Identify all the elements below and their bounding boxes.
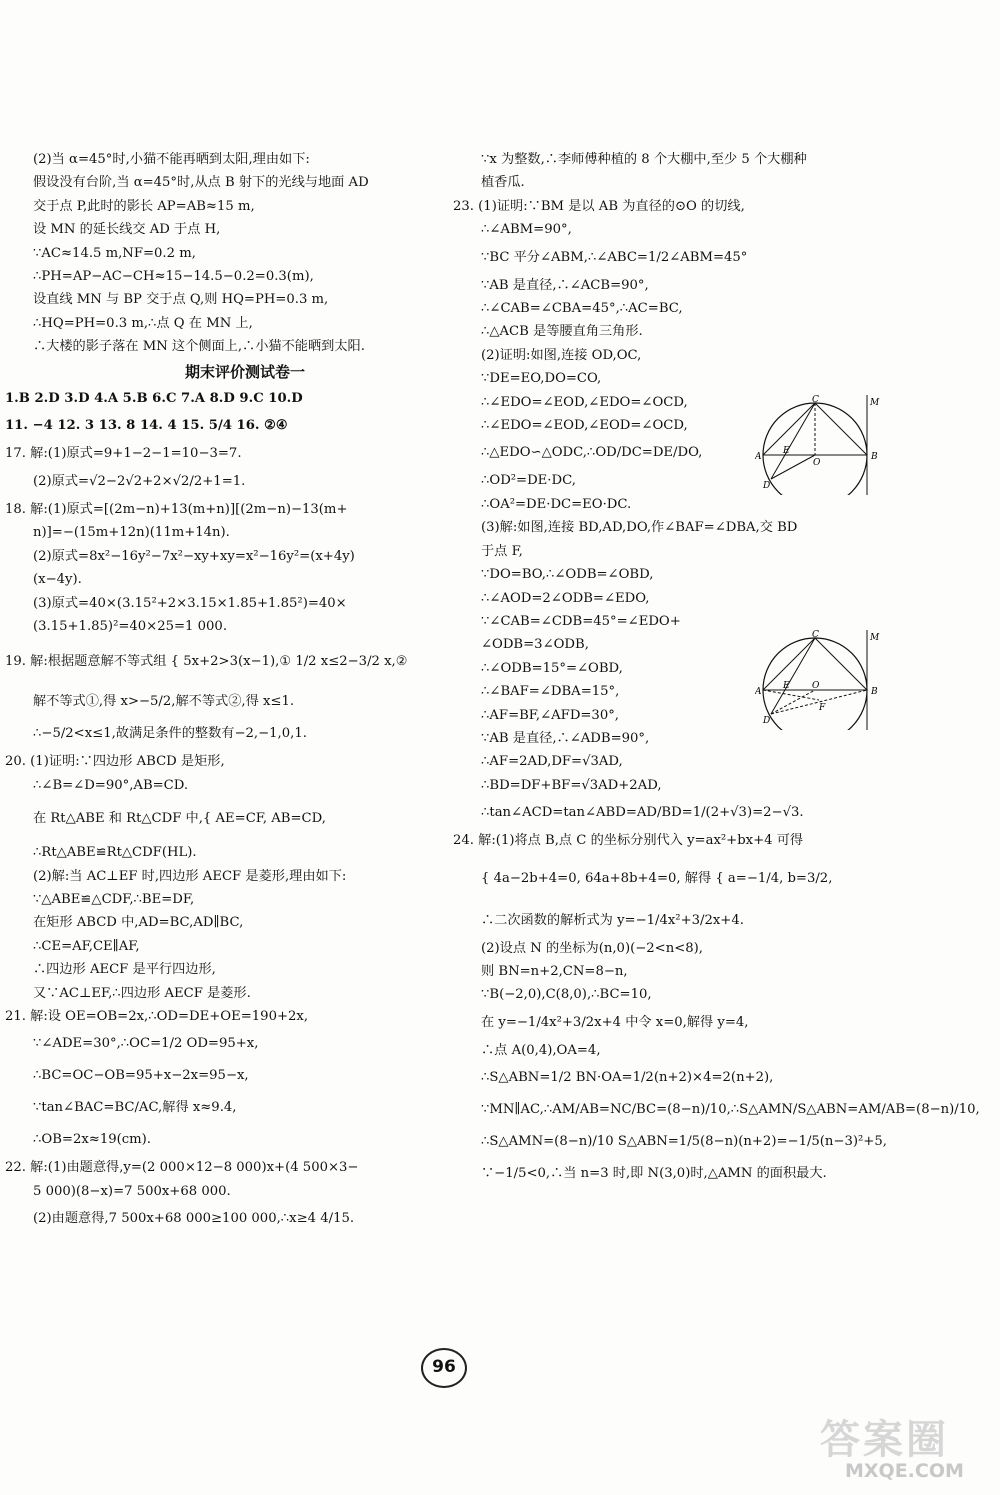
text-line: ∵x 为整数,∴李师傅种植的 8 个大棚中,至少 5 个大棚种 (481, 152, 807, 167)
watermark-logo: 答案圈 (820, 1417, 949, 1463)
solution-line: (x−4y). (33, 572, 82, 588)
solution-line: ∴∠B=∠D=90°,AB=CD. (33, 777, 189, 793)
solution-line: 21. 解:设 OE=OB=2x,∴OD=DE+OE=190+2x, (5, 1008, 309, 1024)
text-line: ∴HQ=PH=0.3 m,∴点 Q 在 MN 上, (33, 315, 253, 331)
fig-label: E (783, 446, 790, 456)
section-title: 期末评价测试卷一 (184, 362, 305, 381)
right-column (453, 148, 983, 1190)
text-line: 设 MN 的延长线交 AD 于点 H, (33, 222, 221, 238)
text-line: ∵AC≈14.5 m,NF=0.2 m, (33, 245, 196, 261)
fig-label: M (870, 633, 880, 643)
fig-label: D (763, 716, 771, 726)
solution-line: ∵AB 是直径,∴∠ADB=90°, (481, 730, 650, 746)
fig-label: E (783, 681, 790, 691)
solution-line: 18. 解:(1)原式=[(2m−n)+13(m+n)][(2m−n)−13(m+ (5, 501, 348, 517)
solution-line: ∴AF=2AD,DF=√3AD, (481, 754, 623, 770)
solution-line: n)]=−(15m+12n)(11m+14n). (33, 525, 230, 541)
solution-line: 24. 解:(1)将点 B,点 C 的坐标分别代入 y=ax²+bx+4 可得 (453, 833, 804, 849)
solution-line: (3.15+1.85)²=40×25=1 000. (33, 618, 228, 634)
solution-line: ∵B(−2,0),C(8,0),∴BC=10, (481, 987, 652, 1003)
solution-line: ∴点 A(0,4),OA=4, (481, 1042, 601, 1058)
solution-line: ∴BC=OC−OB=95+x−2x=95−x, (33, 1068, 249, 1084)
solution-line: ∴二次函数的解析式为 y=−1/4x²+3/2x+4. (481, 912, 744, 928)
solution-line: ∴OB=2x≈19(cm). (33, 1132, 151, 1148)
solution-line: (2)由题意得,7 500x+68 000≥100 000,∴x≥4 4/15. (33, 1211, 355, 1227)
fig-label: C (812, 395, 819, 405)
solution-line: ∴tan∠ACD=tan∠ABD=AD/BD=1/(2+√3)=2−√3. (481, 805, 804, 821)
solution-line: (2)解:当 AC⊥EF 时,四边形 AECF 是菱形,理由如下: (33, 868, 347, 884)
fig-label: C (812, 630, 819, 640)
solution-line: ∴∠CAB=∠CBA=45°,∴AC=BC, (481, 301, 683, 317)
solution-line: 22. 解:(1)由题意得,y=(2 000×12−8 000)x+(4 500×3− (5, 1160, 359, 1176)
solution-line: ∵∠ADE=30°,∴OC=1/2 OD=95+x, (33, 1036, 259, 1052)
fig-label: B (871, 452, 878, 462)
solution-line: ∴Rt△ABE≌Rt△CDF(HL). (33, 845, 197, 861)
solution-line: 23. (1)证明:∵BM 是以 AB 为直径的⊙O 的切线, (453, 198, 745, 214)
solution-line: ∴S△ABN=1/2 BN·OA=1/2(n+2)×4=2(n+2), (481, 1070, 774, 1086)
answer-line: 11. −4 12. 3 13. 8 14. 4 15. 5/4 16. ②④ (5, 418, 288, 434)
left-column (5, 148, 445, 1235)
solution-line: ∴△EDO∽△ODC,∴OD/DC=DE/DO, (481, 445, 703, 461)
solution-line: ∵MN∥AC,∴AM/AB=NC/BC=(8−n)/10,∴S△AMN/S△ABN=AM/AB=(8−n)/10, (481, 1102, 980, 1118)
solution-line: ∵△ABE≌△CDF,∴BE=DF, (33, 891, 195, 907)
solution-line: 17. 解:(1)原式=9+1−2−1=10−3=7. (5, 446, 242, 462)
text-line: 设直线 MN 与 BP 交于点 Q,则 HQ=PH=0.3 m, (33, 292, 329, 308)
watermark-url: MXQE.COM (845, 1460, 964, 1482)
fig-label: O (813, 458, 821, 468)
solution-line: 则 BN=n+2,CN=8−n, (481, 963, 628, 979)
solution-line: ∵AB 是直径,∴∠ACB=90°, (481, 277, 649, 293)
solution-line: (2)原式=√2−2√2+2×√2/2+1=1. (33, 473, 246, 489)
text-line: 植香瓜. (481, 175, 525, 191)
fig-label: A (755, 452, 762, 462)
solution-line: ∴S△AMN=(8−n)/10 S△ABN=1/5(8−n)(n+2)=−1/5(n−3)²+5, (481, 1134, 887, 1150)
solution-line: (3)原式=40×(3.15²+2×3.15×1.85+1.85²)=40× (33, 595, 347, 611)
solution-line: ∴∠BAF=∠DBA=15°, (481, 684, 620, 700)
solution-line: ∴AF=BF,∠AFD=30°, (481, 707, 620, 723)
solution-line: ∵BC 平分∠ABM,∴∠ABC=1/2∠ABM=45° (481, 249, 748, 265)
solution-line: 在矩形 ABCD 中,AD=BC,AD∥BC, (33, 915, 244, 931)
solution-line: ∵tan∠BAC=BC/AC,解得 x≈9.4, (33, 1100, 237, 1116)
solution-line: ∴∠ODB=15°=∠OBD, (481, 660, 623, 676)
solution-line: ∵DE=EO,DO=CO, (481, 371, 602, 387)
solution-line: 19. 解:根据题意解不等式组 { 5x+2>3(x−1),① 1/2 x≤2−3/2 x,② (5, 654, 408, 670)
solution-line: (3)解:如图,连接 BD,AD,DO,作∠BAF=∠DBA,交 BD (481, 520, 798, 536)
text-line: ∴大楼的影子落在 MN 这个侧面上,∴小猫不能晒到太阳. (33, 339, 365, 355)
solution-line: ∵−1/5<0,∴当 n=3 时,即 N(3,0)时,△AMN 的面积最大. (481, 1166, 827, 1182)
solution-line: ∴四边形 AECF 是平行四边形, (33, 962, 216, 978)
page-number: 96 (421, 1348, 467, 1388)
solution-line: ∴−5/2<x≤1,故满足条件的整数有−2,−1,0,1. (33, 726, 307, 742)
fig-label: O (812, 681, 820, 691)
solution-line: ∴OD²=DE·DC, (481, 473, 576, 489)
text-line: 交于点 P,此时的影长 AP=AB≈15 m, (33, 198, 255, 214)
solution-line: ∵∠CAB=∠CDB=45°=∠EDO+ (481, 613, 681, 629)
solution-line: 5 000)(8−x)=7 500x+68 000. (33, 1183, 231, 1199)
solution-line: ∴CE=AF,CE∥AF, (33, 938, 140, 954)
solution-line: ∵DO=BO,∴∠ODB=∠OBD, (481, 567, 654, 583)
solution-line: ∴OA²=DE·DC=EO·DC. (481, 496, 632, 512)
solution-line: 在 Rt△ABE 和 Rt△CDF 中,{ AE=CF, AB=CD, (33, 811, 326, 827)
circle-figure-2 (755, 630, 885, 730)
solution-line: (2)证明:如图,连接 OD,OC, (481, 347, 642, 363)
solution-line: 解不等式①,得 x>−5/2,解不等式②,得 x≤1. (33, 694, 295, 710)
fig-label: F (819, 703, 826, 713)
circle-figure-1 (755, 395, 885, 495)
solution-line: ∴∠ABM=90°, (481, 222, 572, 238)
text-line: ∴PH=AP−AC−CH≈15−14.5−0.2=0.3(m), (33, 269, 314, 285)
solution-line: ∴BD=DF+BF=√3AD+2AD, (481, 777, 662, 793)
fig-label: M (870, 398, 880, 408)
solution-line: 在 y=−1/4x²+3/2x+4 中令 x=0,解得 y=4, (481, 1014, 749, 1030)
solution-line: (2)原式=8x²−16y²−7x²−xy+xy=x²−16y²=(x+4y) (33, 548, 355, 564)
solution-line: ∴△ACB 是等腰直角三角形. (481, 324, 643, 340)
solution-line: ∴∠EDO=∠EOD,∠EDO=∠OCD, (481, 394, 688, 410)
text-line: (2)当 α=45°时,小猫不能再晒到太阳,理由如下: (33, 152, 310, 167)
text-line: 假设没有台阶,当 α=45°时,从点 B 射下的光线与地面 AD (33, 175, 369, 191)
solution-line: (2)设点 N 的坐标为(n,0)(−2<n<8), (481, 940, 703, 956)
solution-line: 于点 F, (481, 543, 523, 559)
solution-line: 20. (1)证明:∵四边形 ABCD 是矩形, (5, 754, 225, 770)
solution-line: { 4a−2b+4=0, 64a+8b+4=0, 解得 { a=−1/4, b=3/2, (481, 870, 833, 886)
fig-label: D (763, 481, 771, 491)
fig-label: A (755, 687, 762, 697)
solution-line: ∴∠EDO=∠EOD,∠EOD=∠OCD, (481, 418, 688, 434)
fig-label: B (871, 687, 878, 697)
solution-line: ∴∠AOD=2∠ODB=∠EDO, (481, 590, 650, 606)
answer-line: 1.B 2.D 3.D 4.A 5.B 6.C 7.A 8.D 9.C 10.D (5, 391, 303, 407)
solution-line: ∠ODB=3∠ODB, (481, 637, 589, 653)
solution-line: 又∵AC⊥EF,∴四边形 AECF 是菱形. (33, 985, 251, 1001)
